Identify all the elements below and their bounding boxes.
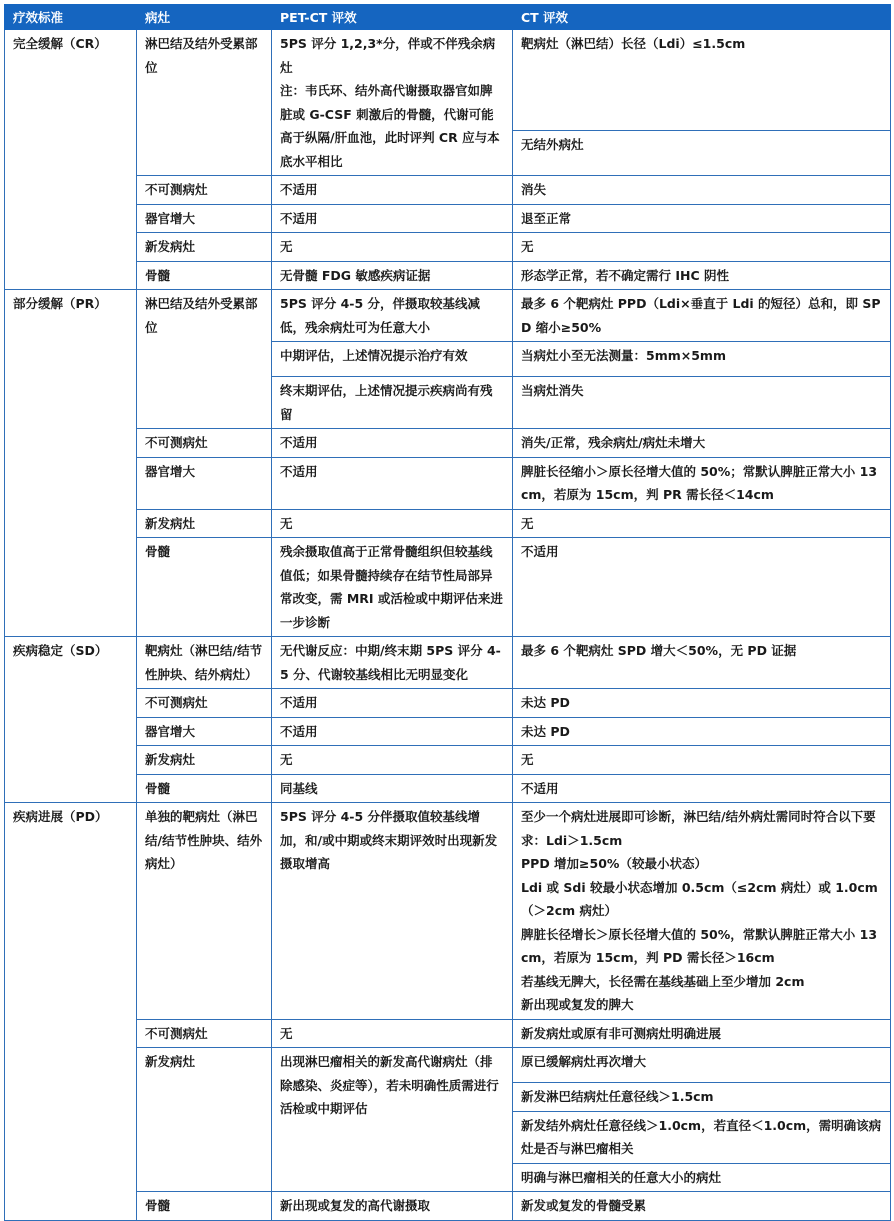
table-row [5,30,891,131]
pr-lymph-ct-1: 最多 6 个靶病灶 PPD（Ldi×垂直于 Ldi 的短径）总和，即 SPD 缩小≥50% [513,290,891,342]
table-row [5,509,891,538]
sd-new-ct: 无 [513,746,891,775]
table-row [5,261,891,290]
table-row [5,204,891,233]
pd-nonmeasurable: 不可测病灶 [137,1019,272,1048]
table-row [5,1192,891,1221]
cr-lymph-ct-2: 无结外病灶 [513,130,891,176]
header-ct: CT 评效 [513,5,891,30]
pr-nonmeasurable-pet: 不适用 [272,429,513,458]
pd-target-ct-6: 新出现或复发的脾大 [521,997,634,1012]
pd-new-ct-3: 新发结外病灶任意径线＞1.0cm，若直径＜1.0cm，需明确该病灶是否与淋巴瘤相关 [513,1111,891,1163]
pd-new-ct-2: 新发淋巴结病灶任意径线＞1.5cm [513,1083,891,1112]
pr-marrow: 骨髓 [137,538,272,637]
pr-organ-pet: 不适用 [272,457,513,509]
table-row [5,176,891,205]
table-row [5,1019,891,1048]
sd-new: 新发病灶 [137,746,272,775]
pr-nonmeasurable-ct: 消失/正常，残余病灶/病灶未增大 [513,429,891,458]
table-row [5,429,891,458]
pd-nonmeasurable-ct: 新发病灶或原有非可测病灶明确进展 [513,1019,891,1048]
sd-new-pet: 无 [272,746,513,775]
cr-new-pet: 无 [272,233,513,262]
pr-label: 部分缓解（PR） [5,290,137,637]
pd-new-ct-4: 明确与淋巴瘤相关的任意大小的病灶 [513,1163,891,1192]
table-row [5,457,891,509]
sd-nonmeasurable-pet: 不适用 [272,689,513,718]
pr-lymph-ct-2: 当病灶小至无法测量：5mm×5mm [513,342,891,377]
sd-organ-pet: 不适用 [272,717,513,746]
pd-new-ct-1: 原已缓解病灶再次增大 [513,1048,891,1083]
pd-new-pet: 出现淋巴瘤相关的新发高代谢病灶（排除感染、炎症等），若未明确性质需进行活检或中期评估 [272,1048,513,1192]
pr-organ: 器官增大 [137,457,272,509]
pr-organ-ct: 脾脏长径缩小＞原长径增大值的 50%；常默认脾脏正常大小 13cm，若原为 15cm，判 PR 需长径＜14cm [513,457,891,509]
sd-label: 疾病稳定（SD） [5,637,137,803]
pd-marrow-ct: 新发或复发的骨髓受累 [513,1192,891,1221]
pr-lymph: 淋巴结及结外受累部位 [137,290,272,429]
sd-target-ct: 最多 6 个靶病灶 SPD 增大＜50%，无 PD 证据 [513,637,891,689]
cr-marrow: 骨髓 [137,261,272,290]
table-row [5,290,891,342]
cr-organ-ct: 退至正常 [513,204,891,233]
pr-lymph-pet-3: 终末期评估，上述情况提示疾病尚有残留 [272,377,513,429]
table-row [5,538,891,637]
pd-nonmeasurable-pet: 无 [272,1019,513,1048]
pr-marrow-ct: 不适用 [513,538,891,637]
sd-nonmeasurable-ct: 未达 PD [513,689,891,718]
header-petct: PET-CT 评效 [272,5,513,30]
pr-nonmeasurable: 不可测病灶 [137,429,272,458]
table-row [5,637,891,689]
pd-target-ct [513,803,891,1020]
cr-lymph-ct-1: 靶病灶（淋巴结）长径（Ldi）≤1.5cm [513,30,891,131]
table-row [5,774,891,803]
table-row [5,746,891,775]
pr-new: 新发病灶 [137,509,272,538]
pr-marrow-pet: 残余摄取值高于正常骨髓组织但较基线值低；如果骨髓持续存在结节性局部异常改变，需 MRI 或活检或中期评估来进一步诊断 [272,538,513,637]
cr-marrow-pet: 无骨髓 FDG 敏感疾病证据 [272,261,513,290]
sd-organ-ct: 未达 PD [513,717,891,746]
header-lesion: 病灶 [137,5,272,30]
response-criteria-table [4,4,891,1221]
table-row [5,717,891,746]
pd-marrow-pet: 新出现或复发的高代谢摄取 [272,1192,513,1221]
cr-nonmeasurable: 不可测病灶 [137,176,272,205]
cr-organ: 器官增大 [137,204,272,233]
sd-marrow: 骨髓 [137,774,272,803]
sd-target: 靶病灶（淋巴结/结节性肿块、结外病灶） [137,637,272,689]
table-row [5,233,891,262]
cr-lymph-pet-1: 5PS 评分 1,2,3*分，伴或不伴残余病灶 [280,36,496,75]
pr-new-pet: 无 [272,509,513,538]
pd-target-ct-1: 至少一个病灶进展即可诊断，淋巴结/结外病灶需同时符合以下要求：Ldi＞1.5cm [521,809,876,848]
cr-organ-pet: 不适用 [272,204,513,233]
pr-lymph-pet-1: 5PS 评分 4-5 分，伴摄取较基线减低，残余病灶可为任意大小 [272,290,513,342]
pd-marrow: 骨髓 [137,1192,272,1221]
pd-label: 疾病进展（PD） [5,803,137,1221]
pd-target-ct-4: 脾脏长径增长＞原长径增大值的 50%，常默认脾脏正常大小 13cm，若原为 15cm，判 PD 需长径＞16cm [521,926,878,965]
sd-target-pet: 无代谢反应：中期/终末期 5PS 评分 4-5 分、代谢较基线相比无明显变化 [272,637,513,689]
sd-marrow-ct: 不适用 [513,774,891,803]
pd-new: 新发病灶 [137,1048,272,1192]
pd-target-ct-5: 若基线无脾大，长径需在基线基础上至少增加 2cm [521,973,805,989]
pd-target-pet: 5PS 评分 4-5 分伴摄取值较基线增加，和/或中期或终末期评效时出现新发摄取增高 [272,803,513,1020]
pr-new-ct: 无 [513,509,891,538]
cr-lymph-pet [272,30,513,176]
table-wrapper [4,4,891,1221]
pr-lymph-ct-3: 当病灶消失 [513,377,891,429]
sd-nonmeasurable: 不可测病灶 [137,689,272,718]
header-criteria: 疗效标准 [5,5,137,30]
pd-target-ct-3: Ldi 或 Sdi 较最小状态增加 0.5cm（≤2cm 病灶）或 1.0cm（＞2cm 病灶） [521,879,878,918]
cr-marrow-ct: 形态学正常，若不确定需行 IHC 阴性 [513,261,891,290]
cr-nonmeasurable-pet: 不适用 [272,176,513,205]
sd-marrow-pet: 同基线 [272,774,513,803]
cr-label: 完全缓解（CR） [5,30,137,290]
cr-nonmeasurable-ct: 消失 [513,176,891,205]
table-row [5,689,891,718]
table-row [5,1048,891,1083]
pd-target-ct-2: PPD 增加≥50%（较最小状态） [521,856,707,871]
table-row [5,803,891,1020]
pr-lymph-pet-2: 中期评估，上述情况提示治疗有效 [272,342,513,377]
cr-new: 新发病灶 [137,233,272,262]
cr-lymph-pet-2: 注：韦氏环、结外高代谢摄取器官如脾脏或 G-CSF 刺激后的骨髓，代谢可能高于纵隔/肝血池，此时评判 CR 应与本底水平相比 [280,83,500,169]
sd-organ: 器官增大 [137,717,272,746]
header-row [5,5,891,30]
pd-target: 单独的靶病灶（淋巴结/结节性肿块、结外病灶） [137,803,272,1020]
cr-lymph: 淋巴结及结外受累部位 [137,30,272,176]
cr-new-ct: 无 [513,233,891,262]
